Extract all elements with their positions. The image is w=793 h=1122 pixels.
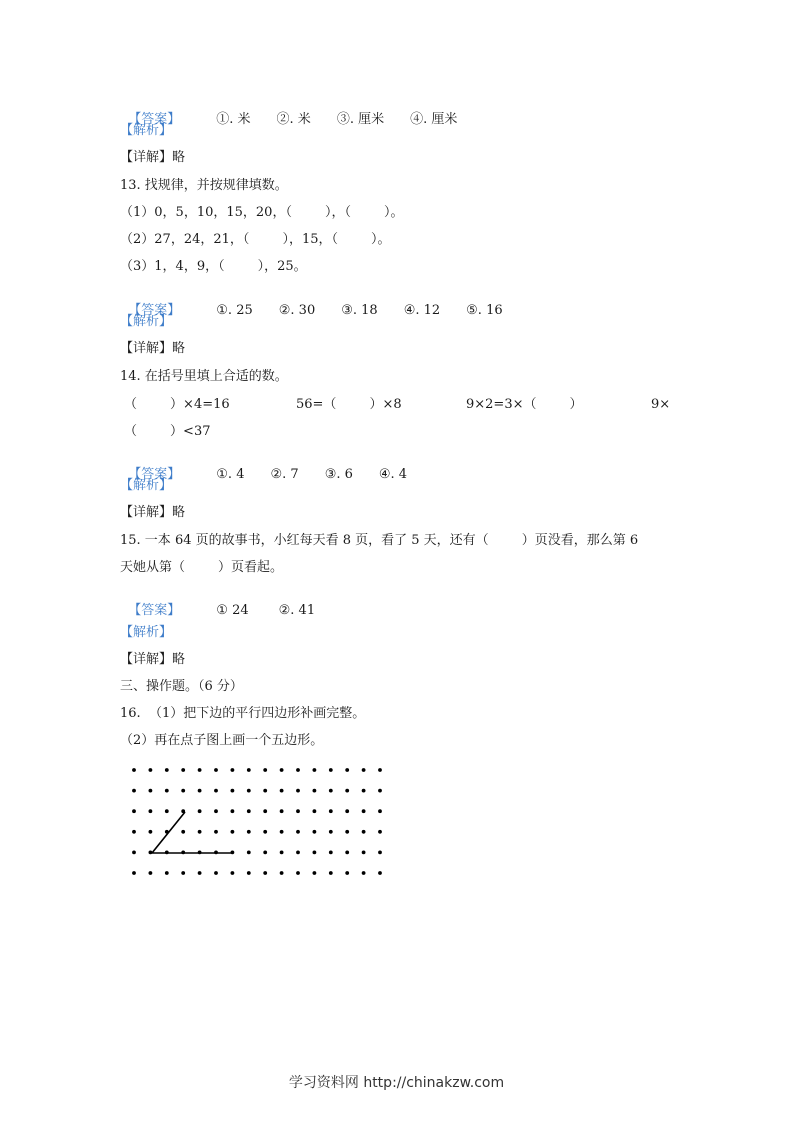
grid-dot (378, 871, 382, 875)
question-line: （3）1，4，9，（ ），25。 (120, 259, 307, 274)
grid-dot (362, 851, 366, 855)
detail-line: 【详解】略 (120, 341, 186, 356)
answer-item: ①. 25 (216, 303, 253, 318)
answer-tag: 【答案】 (128, 303, 181, 318)
detail-line: 【详解】略 (120, 505, 186, 520)
grid-dot (329, 768, 333, 772)
parallelogram-partial (152, 812, 233, 853)
grid-dot (198, 871, 202, 875)
grid-dot (247, 809, 251, 813)
grid-dot (263, 871, 267, 875)
question-title: 13. 找规律，并按规律填数。 (120, 178, 288, 193)
footer-source: 学习资料网 http://chinakzw.com (288, 1075, 505, 1091)
answer-item: ①. 米 (216, 112, 251, 127)
grid-dot (149, 871, 153, 875)
analysis-tag: 【解析】 (120, 478, 173, 493)
grid-dot (198, 768, 202, 772)
grid-dot (181, 789, 185, 793)
grid-dot (165, 809, 169, 813)
grid-dot (198, 789, 202, 793)
grid-dot (345, 809, 349, 813)
grid-dot (345, 830, 349, 834)
grid-dot (345, 871, 349, 875)
analysis-tag: 【解析】 (120, 314, 173, 329)
grid-dot (231, 809, 235, 813)
grid-dot (296, 871, 300, 875)
question-line: 16. （1）把下边的平行四边形补画完整。 (120, 706, 366, 721)
grid-dot (214, 789, 218, 793)
answer-item: ②. 41 (278, 603, 316, 618)
grid-dot (247, 851, 251, 855)
q14-expr-4: 9× (651, 397, 671, 412)
grid-dot (329, 789, 333, 793)
answer-item: ④. 厘米 (410, 112, 458, 127)
grid-dot (280, 871, 284, 875)
question-line: 15. 一本 64 页的故事书，小红每天看 8 页，看了 5 天，还有（ ）页没看，那么第 6 (120, 533, 639, 548)
answer-item: ①. 4 (216, 467, 245, 482)
grid-dot (345, 768, 349, 772)
grid-dot (313, 871, 317, 875)
grid-dot (378, 768, 382, 772)
grid-dot (214, 871, 218, 875)
question-title: 14. 在括号里填上合适的数。 (120, 369, 288, 384)
grid-dot (362, 809, 366, 813)
grid-dot (132, 871, 136, 875)
grid-dot (362, 871, 366, 875)
grid-dot (296, 851, 300, 855)
grid-dot (214, 809, 218, 813)
grid-dot (149, 830, 153, 834)
grid-dot (263, 830, 267, 834)
grid-dot (181, 871, 185, 875)
q14-expr-3: 9×2=3×（ ） (466, 397, 583, 412)
question-line: 天她从第（ ）页看起。 (120, 560, 284, 575)
answer-item: ③. 厘米 (336, 112, 385, 127)
grid-dot (362, 830, 366, 834)
grid-dot (198, 809, 202, 813)
question-line: （2）27，24，21，（ ），15，（ ）。 (120, 232, 391, 247)
q14-expr-4-cont: （ ）<37 (124, 424, 211, 439)
grid-dot (263, 851, 267, 855)
answer-item: ②. 米 (276, 112, 311, 127)
grid-dot (362, 789, 366, 793)
q15-answer-row (120, 587, 315, 619)
grid-dot (313, 830, 317, 834)
grid-dot (198, 830, 202, 834)
grid-dot (313, 851, 317, 855)
grid-dot (165, 768, 169, 772)
grid-dot (378, 830, 382, 834)
grid-dot (313, 809, 317, 813)
grid-dot (132, 851, 136, 855)
grid-dot (214, 768, 218, 772)
dot-grid (132, 768, 382, 875)
grid-dot (345, 789, 349, 793)
grid-dot (149, 768, 153, 772)
grid-dot (378, 809, 382, 813)
grid-dot (263, 809, 267, 813)
grid-dot (329, 851, 333, 855)
grid-dot (378, 851, 382, 855)
q13-answer-row (120, 287, 503, 319)
answer-item: ③. 18 (341, 303, 378, 318)
answer-item: ① 24 (216, 603, 249, 618)
answer-item: ③. 6 (324, 467, 353, 482)
detail-line: 【详解】略 (120, 652, 186, 667)
grid-dot (247, 789, 251, 793)
grid-dot (345, 851, 349, 855)
grid-dot (247, 871, 251, 875)
grid-dot (181, 768, 185, 772)
grid-dot (247, 768, 251, 772)
grid-dot (132, 830, 136, 834)
grid-dot (280, 851, 284, 855)
grid-dot (247, 830, 251, 834)
grid-dot (280, 830, 284, 834)
grid-dot (280, 809, 284, 813)
grid-dot (165, 789, 169, 793)
grid-dot (231, 830, 235, 834)
grid-dot (214, 830, 218, 834)
q14-expr-2: 56=（ ）×8 (296, 397, 402, 412)
grid-dot (181, 830, 185, 834)
answer-item: ⑤. 16 (466, 303, 503, 318)
answer-tag: 【答案】 (128, 603, 181, 618)
grid-dot (231, 768, 235, 772)
grid-dot (296, 768, 300, 772)
grid-dot (329, 871, 333, 875)
grid-dot (378, 789, 382, 793)
grid-dot (149, 789, 153, 793)
analysis-tag: 【解析】 (120, 625, 173, 640)
grid-dot (231, 871, 235, 875)
answer-item: ②. 7 (270, 467, 299, 482)
grid-dot (165, 871, 169, 875)
question-line: （2）再在点子图上画一个五边形。 (120, 733, 324, 748)
grid-dot (132, 768, 136, 772)
grid-dot (132, 809, 136, 813)
grid-dot (362, 768, 366, 772)
dot-grid-figure (126, 760, 406, 886)
answer-item: ④. 12 (403, 303, 441, 318)
grid-dot (329, 830, 333, 834)
grid-dot (296, 789, 300, 793)
grid-dot (132, 789, 136, 793)
answer-item: ②. 30 (278, 303, 316, 318)
grid-dot (280, 768, 284, 772)
grid-dot (329, 809, 333, 813)
section-heading: 三、操作题。（6 分） (120, 679, 243, 694)
detail-line: 【详解】略 (120, 150, 186, 165)
grid-dot (313, 768, 317, 772)
grid-dot (296, 830, 300, 834)
grid-dot (263, 789, 267, 793)
answer-tag: 【答案】 (128, 467, 181, 482)
q14-expr-1: （ ）×4=16 (124, 397, 230, 412)
grid-dot (296, 809, 300, 813)
analysis-tag: 【解析】 (120, 123, 173, 138)
answer-tag: 【答案】 (128, 112, 181, 127)
answer-item: ④. 4 (378, 467, 408, 482)
grid-dot (313, 789, 317, 793)
grid-dot (263, 768, 267, 772)
grid-dot (280, 789, 284, 793)
question-line: （1）0，5，10，15，20，（ ），（ ）。 (120, 205, 404, 220)
grid-dot (149, 809, 153, 813)
grid-dot (231, 789, 235, 793)
